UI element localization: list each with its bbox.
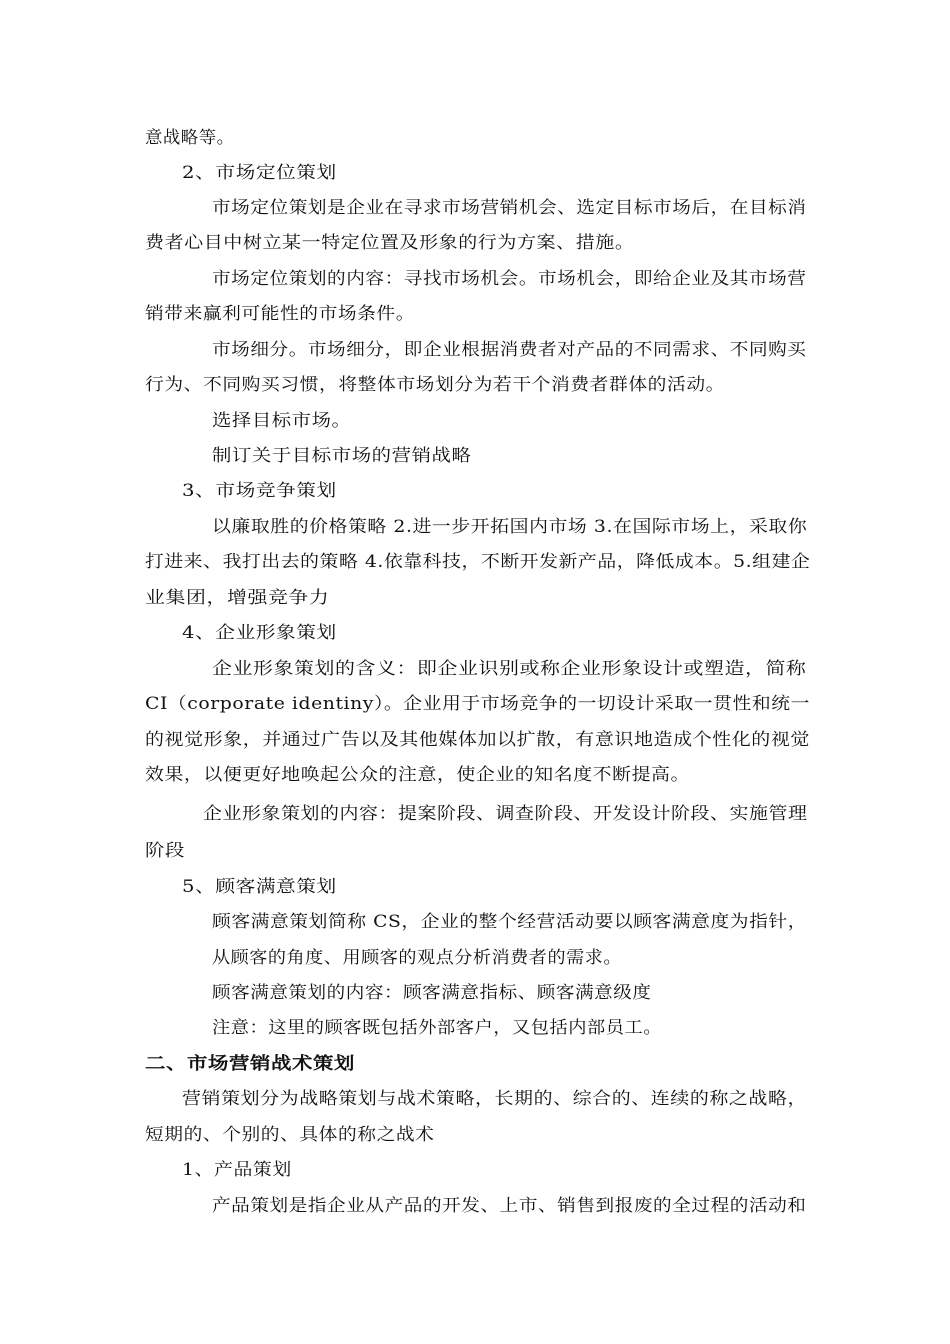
section-heading: 1、产品策划 — [182, 1160, 292, 1180]
text-line: 产品策划是指企业从产品的开发、上市、销售到报废的全过程的活动和 — [212, 1196, 807, 1216]
text-line: 市场定位策划是企业在寻求市场营销机会、选定目标市场后，在目标消 — [212, 198, 807, 218]
text-line: 选择目标市场。 — [212, 411, 352, 431]
text-line: 打进来、我打出去的策略 4.依靠科技，不断开发新产品，降低成本。5.组建企 — [145, 552, 811, 572]
text-line: 从顾客的角度、用顾客的观点分析消费者的需求。 — [212, 948, 622, 968]
text-line: 制订关于目标市场的营销战略 — [212, 446, 472, 466]
section-heading: 2、市场定位策划 — [182, 163, 337, 183]
text-line: 短期的、个别的、具体的称之战术 — [145, 1125, 435, 1145]
text-line: 销带来赢利可能性的市场条件。 — [145, 304, 415, 324]
text-line: 业集团，增强竞争力 — [145, 588, 330, 608]
text-line: 企业形象策划的内容：提案阶段、调查阶段、开发设计阶段、实施管理 — [203, 804, 808, 824]
chapter-heading: 二、市场营销战术策划 — [145, 1054, 355, 1074]
section-heading: 3、市场竞争策划 — [182, 481, 337, 501]
text-line: 企业形象策划的含义：即企业识别或称企业形象设计或塑造，简称 — [212, 659, 807, 679]
text-line: CI（corporate identiny）。企业用于市场竞争的一切设计采取一贯性和统一 — [145, 694, 810, 714]
text-line: 市场细分。市场细分，即企业根据消费者对产品的不同需求、不同购买 — [212, 340, 807, 360]
text-line: 费者心目中树立某一特定位置及形象的行为方案、措施。 — [145, 233, 635, 253]
section-heading: 4、企业形象策划 — [182, 623, 337, 643]
text-line: 效果，以便更好地唤起公众的注意，使企业的知名度不断提高。 — [145, 765, 690, 785]
text-line: 的视觉形象，并通过广告以及其他媒体加以扩散，有意识地造成个性化的视觉 — [145, 730, 810, 750]
text-line: 顾客满意策划简称 CS，企业的整个经营活动要以顾客满意度为指针， — [212, 912, 808, 932]
text-line: 行为、不同购买习惯，将整体市场划分为若干个消费者群体的活动。 — [145, 375, 726, 395]
text-line: 市场定位策划的内容：寻找市场机会。市场机会，即给企业及其市场营 — [212, 269, 807, 289]
text-line: 意战略等。 — [145, 128, 235, 148]
text-line: 以廉取胜的价格策略 2.进一步开拓国内市场 3.在国际市场上，采取你 — [212, 517, 808, 537]
section-heading: 5、顾客满意策划 — [182, 877, 337, 897]
text-line: 顾客满意策划的内容：顾客满意指标、顾客满意级度 — [212, 983, 652, 1003]
text-line: 营销策划分为战略策划与战术策略，长期的、综合的、连续的称之战略， — [182, 1089, 808, 1109]
text-line: 注意：这里的顾客既包括外部客户，又包括内部员工。 — [212, 1018, 662, 1038]
text-line: 阶段 — [145, 841, 186, 861]
